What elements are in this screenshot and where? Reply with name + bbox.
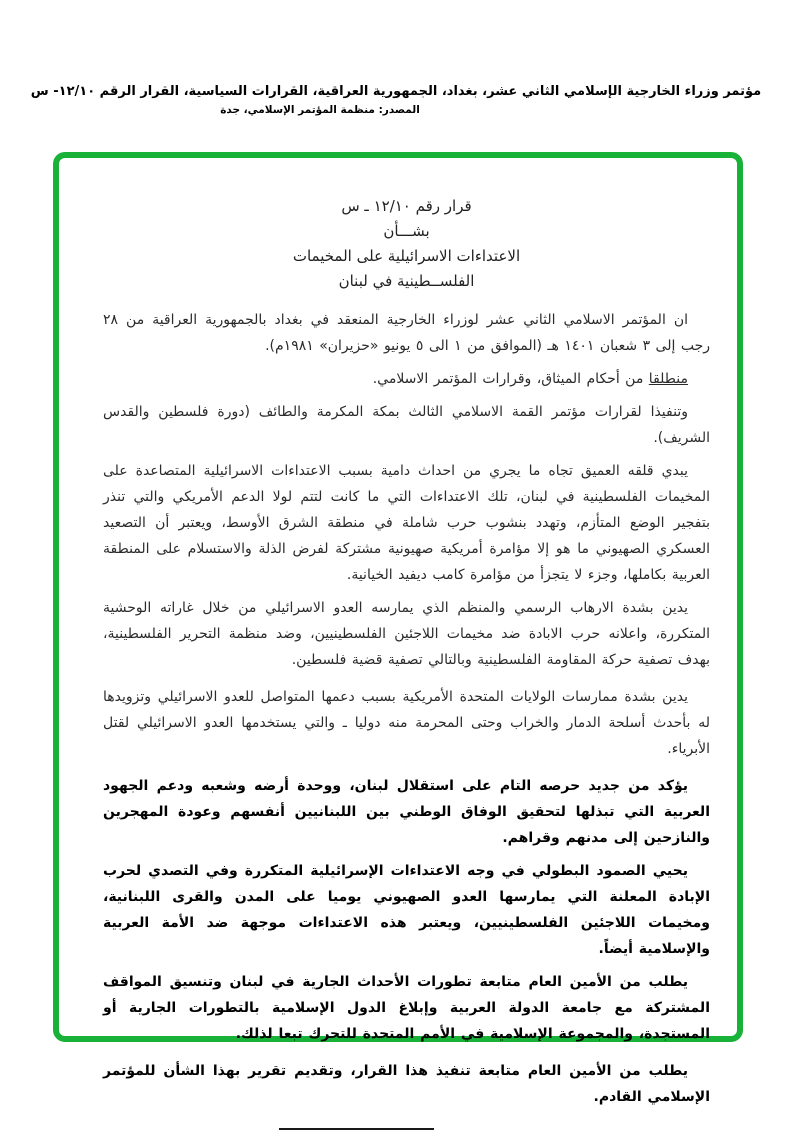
title-line-number: قرار رقم ١٢/١٠ ـ س: [341, 197, 472, 215]
paragraph-request-report: يطلب من الأمين العام متابعة تنفيذ هذا القرار، وتقديم تقرير بهذا الشأن للمؤتمر الإسلامي القادم.: [103, 1063, 710, 1105]
paragraph-condemn-terrorism: يدين بشدة الارهاب الرسمي والمنظم الذي يمارسه العدو الاسرائيلي من خلال غاراته الوحشية المتكررة، واعلانه حرب الابادة ضد مخيمات اللاجئين الفلسطينيين، وضد منظمة التحرير الفلسطينية، بهدف تصفية حركة المقاومة الفلسطينية وبالتالي تصفية قضية فلسطين.: [103, 600, 710, 668]
paragraph-request-follow-up: يطلب من الأمين العام متابعة تطورات الأحداث الجارية في لبنان وتنسيق المواقف المشتركة مع جامعة الدولة العربية وإبلاغ الدول الإسلامية بالتطورات الجارية أو المستجدة، والمجموعة الإسلامية في الأمم المتحدة للتحرك تبعا لذلك.: [103, 974, 710, 1042]
header-title: مؤتمر وزراء الخارجية الإسلامي الثاني عشر، بغداد، الجمهورية العراقية، القرارات السياسية، القرار الرقم ١٢/١٠- س: [30, 84, 762, 99]
title-line-regarding: بشـــأن: [383, 222, 430, 240]
paragraph-reaffirm-lebanon: يؤكد من جديد حرصه التام على استقلال لبنان، ووحدة أرضه وشعبه ودعم الجهود العربية التي تبذلها لتحقيق الوفاق الوطني بين اللبنانيين أنفسهم وعودة المهجرين والنازحين إلى مدنهم وقراهم.: [103, 778, 710, 846]
document-header: [0, 84, 792, 116]
paragraph-condemn-us: يدين بشدة ممارسات الولايات المتحدة الأمريكية بسبب دعمها المتواصل للعدو الاسرائيلي وتزويدها له بأحدث أسلحة الدمار والخراب وحتى المحرمة منه دوليا ـ والتي يستخدمها العدو الاسرائيلي لقتل الأبرياء.: [103, 689, 710, 757]
resolution-document: [59, 158, 737, 1130]
paragraph-preamble: ان المؤتمر الاسلامي الثاني عشر لوزراء الخارجية المنعقد في بغداد بالجمهورية العراقية من ٢٨ رجب إلى ٣ شعبان ١٤٠١ هـ (الموافق من ١ الى ٥ يونيو «حزيران» ١٩٨١م).: [103, 312, 710, 354]
title-line-subject: الاعتداءات الاسرائيلية على المخيمات: [292, 247, 521, 265]
title-line-subject2: الفلســطينية في لبنان: [338, 272, 475, 290]
paragraph-charter-rest: من أحكام الميثاق، وقرارات المؤتمر الاسلامي.: [372, 371, 649, 387]
paragraph-concern: يبدي قلقه العميق تجاه ما يجري من احداث دامية بسبب الاعتداءات الاسرائيلية المتصاعدة على المخيمات الفلسطينية في لبنان، تلك الاعتداءات التي ما كانت لتتم لولا الدعم الأمريكي والتي تنذر بتفجير الوضع المتأزم، وتهدد بنشوب حرب شاملة في منطقة الشرق الأوسط، ويعتبر أن التصعيد العسكري الصهيوني ما هو إلا مؤامرة أمريكية صهيونية مشتركة لفرض الذلة والاستسلام على المنطقة العربية بكاملها، وجزء لا يتجزأ من مؤامرة كامب ديفيد الخيانية.: [103, 463, 710, 583]
scan-frame: [53, 152, 743, 1105]
header-source: المصدر: منظمة المؤتمر الإسلامي، جدة: [220, 104, 420, 116]
paragraph-summit-resolutions: وتنفيذا لقرارات مؤتمر القمة الاسلامي الثالث بمكة المكرمة والطائف (دورة فلسطين والقدس الشريف).: [103, 404, 710, 446]
paragraph-salute-steadfastness: يحيي الصمود البطولي في وجه الاعتداءات الإسرائيلية المتكررة وفي التصدي لحرب الإبادة المعلنة التي يمارسها العدو الصهيوني يوميا على المدن والقرى اللبنانية، ومخيمات اللاجئين الفلسطينيين، ويعتبر هذه الاعتداءات موجهة ضد الأمة العربية والإسلامية أيضاً.: [103, 863, 710, 957]
paragraph-charter: [103, 366, 710, 392]
resolution-title: [103, 194, 710, 294]
underlined-lead-word: منطلقا: [648, 371, 688, 387]
